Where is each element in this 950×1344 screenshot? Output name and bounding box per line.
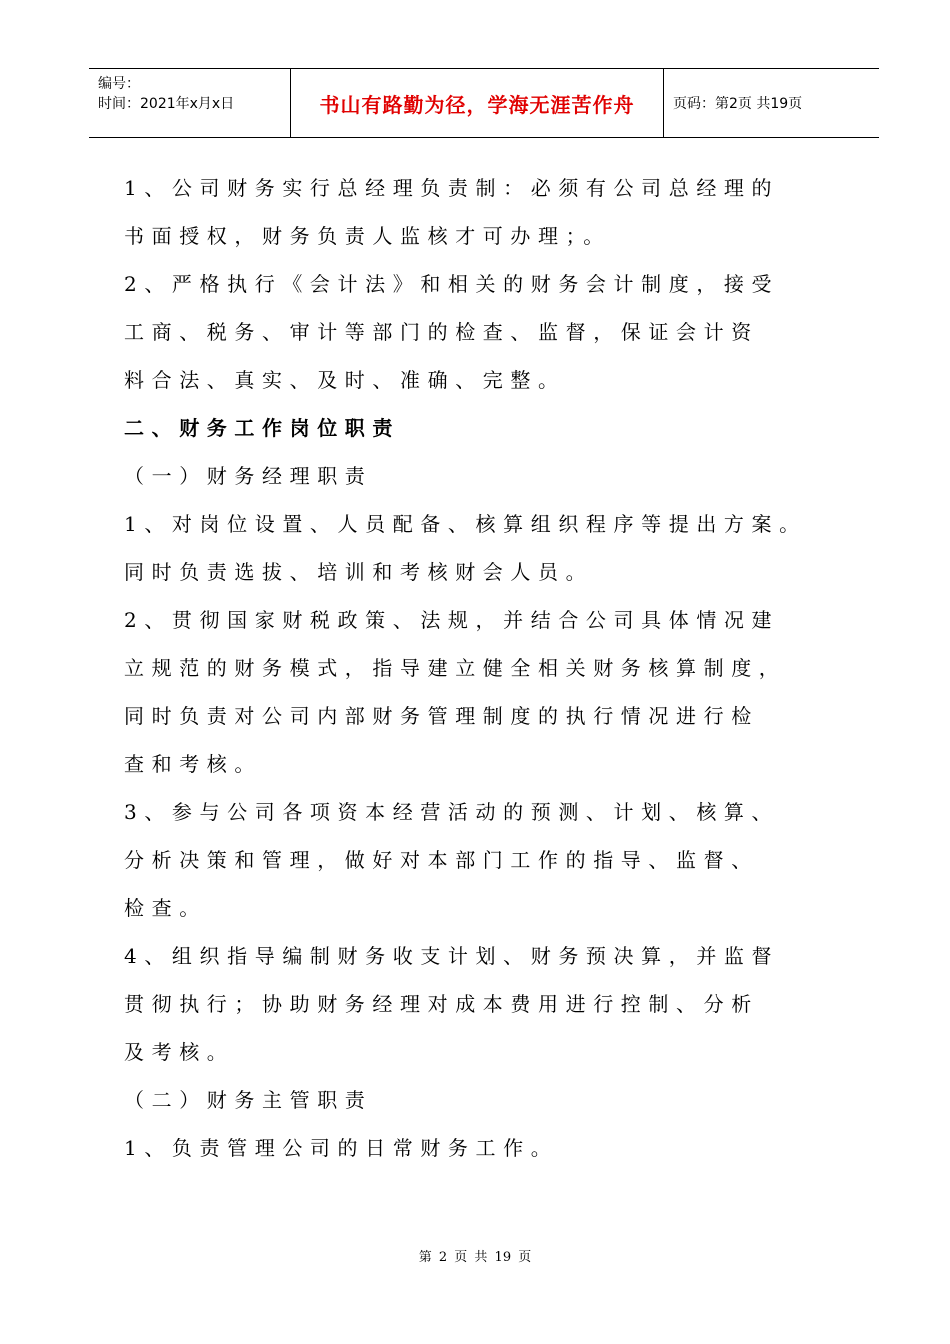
doc-number-label: 编号： — [98, 76, 140, 92]
body-line: 3、参与公司各项资本经营活动的预测、计划、核算、 — [124, 800, 780, 824]
doc-time-label: 时间：2021年x月x日 — [98, 96, 235, 112]
body-line: 2、严格执行《会计法》和相关的财务会计制度，接受 — [124, 272, 780, 296]
body-line: 书面授权，财务负责人监核才可办理；。 — [124, 224, 611, 248]
page-footer: 第 2 页 共 19 页 — [418, 1250, 532, 1265]
subsection-heading: （二）财务主管职责 — [124, 1088, 373, 1112]
header-motto: 书山有路勤为径，学海无涯苦作舟 — [291, 69, 664, 137]
section-heading: 二、财务工作岗位职责 — [124, 416, 400, 440]
body-line: 同时负责选拔、培训和考核财会人员。 — [124, 560, 594, 584]
page-header — [89, 68, 879, 138]
body-line: 查和考核。 — [124, 752, 262, 776]
body-line: 立规范的财务模式，指导建立健全相关财务核算制度， — [124, 656, 787, 680]
body-line: 同时负责对公司内部财务管理制度的执行情况进行检 — [124, 704, 759, 728]
body-line: 4、组织指导编制财务收支计划、财务预决算，并监督 — [124, 944, 780, 968]
body-line: 分析决策和管理，做好对本部门工作的指导、监督、 — [124, 848, 759, 872]
body-line: 1、负责管理公司的日常财务工作。 — [124, 1136, 559, 1160]
header-page-label: 页码：第2页 共19页 — [673, 96, 803, 112]
body-line: 2、贯彻国家财税政策、法规，并结合公司具体情况建 — [124, 608, 780, 632]
body-line: 检查。 — [124, 896, 207, 920]
body-line: 料合法、真实、及时、准确、完整。 — [124, 368, 566, 392]
body-line: 1、公司财务实行总经理负责制：必须有公司总经理的 — [124, 176, 780, 200]
header-meta-cell — [89, 69, 291, 137]
body-line: 工商、税务、审计等部门的检查、监督，保证会计资 — [124, 320, 759, 344]
body-line: 及考核。 — [124, 1040, 235, 1064]
body-line: 贯彻执行；协助财务经理对成本费用进行控制、分析 — [124, 992, 759, 1016]
subsection-heading: （一）财务经理职责 — [124, 464, 373, 488]
body-line: 1、对岗位设置、人员配备、核算组织程序等提出方案。 — [124, 512, 807, 536]
